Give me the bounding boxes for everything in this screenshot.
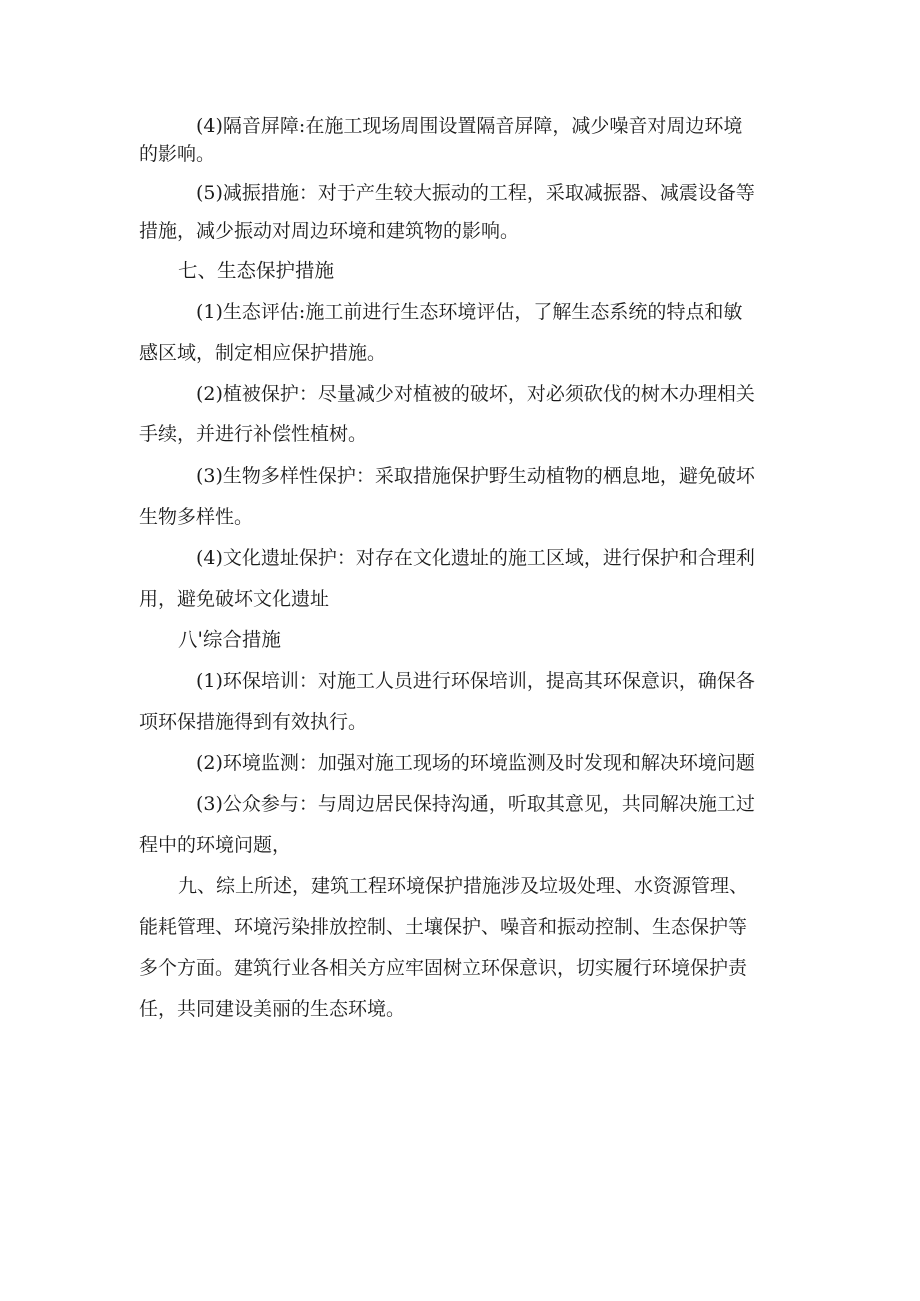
- conclusion-line: 任，共同建设美丽的生态环境。: [139, 998, 406, 1020]
- paragraph-line: (4)文化遗址保护：对存在文化遗址的施工区域，进行保护和合理利: [196, 547, 755, 569]
- section-heading: 八'综合措施: [178, 628, 281, 651]
- paragraph-line: 措施，减少振动对周边环境和建筑物的影响。: [139, 220, 520, 242]
- conclusion-line: 九、综上所述，建筑工程环境保护措施涉及垃圾处理、水资源管理、: [178, 875, 749, 897]
- paragraph-line: (2)植被保护：尽量减少对植被的破坏，对必须砍伐的树木办理相关: [196, 383, 755, 405]
- conclusion-line: 多个方面。建筑行业各相关方应牢固树立环保意识，切实履行环境保护责: [139, 957, 748, 979]
- paragraph-line: 程中的环境问题，: [139, 834, 292, 856]
- section-heading: 七、生态保护措施: [178, 259, 335, 282]
- paragraph-line: 手续，并进行补偿性植树。: [139, 423, 368, 445]
- paragraph-line: 项环保措施得到有效执行。: [139, 711, 368, 733]
- paragraph-line: (1)环保培训：对施工人员进行环保培训，提高其环保意识，确保各: [196, 670, 755, 692]
- paragraph-line: 感区域，制定相应保护措施。: [139, 342, 387, 364]
- paragraph-line: (3)公众参与：与周边居民保持沟通，听取其意见，共同解决施工过: [196, 793, 755, 815]
- conclusion-line: 能耗管理、环境污染排放控制、土壤保护、噪音和振动控制、生态保护等: [139, 916, 748, 938]
- paragraph-line: (4)隔音屏障:在施工现场周围设置隔音屏障，减少噪音对周边环境: [196, 115, 743, 137]
- paragraph-line: (1)生态评估:施工前进行生态环境评估，了解生态系统的特点和敏: [196, 301, 743, 323]
- paragraph-line: 生物多样性。: [139, 506, 254, 528]
- paragraph-line: 的影响。: [139, 143, 216, 165]
- paragraph-line: 用，避免破坏文化遗址: [139, 588, 330, 610]
- paragraph-line: (3)生物多样性保护：采取措施保护野生动植物的栖息地，避免破坏: [196, 465, 755, 487]
- paragraph-line: (2)环境监测：加强对施工现场的环境监测及时发现和解决环境问题: [196, 752, 755, 774]
- paragraph-line: (5)减振措施：对于产生较大振动的工程，采取减振器、减震设备等: [196, 182, 755, 204]
